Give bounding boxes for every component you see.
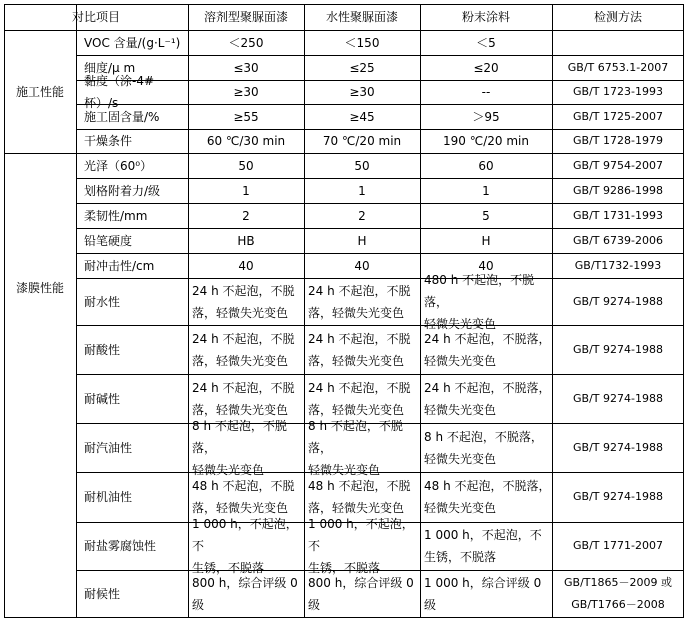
row-powder-text: ≤20 (473, 60, 499, 75)
row-method (552, 55, 684, 80)
row-method-text: GB/T1732-1993 (574, 258, 662, 272)
header-solvent-text: 溶剂型聚脲面漆 (203, 10, 288, 24)
row-water-text: 50 (354, 158, 370, 173)
row-solvent-text: 50 (238, 158, 254, 173)
row-water-line: 落，轻微失光变色 (308, 353, 405, 368)
row-powder-text: 60 (478, 158, 494, 173)
row-method-text: GB/T 6739-2006 (573, 233, 663, 247)
row-solvent (188, 153, 304, 178)
row-item (76, 203, 188, 228)
row-item-text: 耐盐雾腐蚀性 (84, 539, 157, 553)
row-water (304, 253, 420, 278)
row-method-text: GB/T 9274-1988 (573, 294, 663, 308)
row-powder (420, 129, 552, 153)
row-water-text: ≤25 (349, 60, 375, 75)
row-powder (420, 423, 552, 472)
row-item (76, 522, 188, 570)
row-solvent-line: 落，轻微失光变色 (192, 501, 289, 515)
row-solvent-line: 落，轻微失光变色 (192, 402, 289, 417)
row-solvent-line: 轻微失光变色 (192, 462, 265, 477)
row-solvent-line: 24 h 不起泡，不脱 (192, 380, 295, 395)
row-method (552, 153, 684, 178)
row-solvent (188, 253, 304, 278)
row-powder-line: 48 h 不起泡，不脱落， (424, 479, 551, 493)
row-powder (420, 325, 552, 374)
row-solvent (188, 178, 304, 203)
row-water-line: 24 h 不起泡，不脱 (308, 380, 411, 395)
row-water-line: 轻微失光变色 (308, 462, 381, 477)
row-solvent-text: HB (237, 233, 255, 248)
row-item (76, 228, 188, 253)
row-water (304, 228, 420, 253)
row-item-text: 耐冲击性/cm (84, 258, 155, 273)
row-solvent-line: 8 h 不起泡，不脱落， (192, 418, 287, 455)
row-solvent (188, 570, 304, 618)
row-powder (420, 203, 552, 228)
row-item (76, 178, 188, 203)
row-water-text: ＜150 (344, 35, 380, 50)
row-item-text: 施工固含量/% (84, 109, 160, 124)
row-water-line: 落，轻微失光变色 (308, 402, 405, 417)
row-item (76, 570, 188, 618)
row-powder-text: H (481, 233, 491, 248)
row-method-text: GB/T 9274-1988 (573, 490, 663, 503)
row-powder-line: 8 h 不起泡，不脱落， (424, 429, 543, 444)
row-powder-text: 190 ℃/20 min (443, 134, 529, 148)
row-method-text: GB/T 9286-1998 (573, 183, 663, 197)
row-water-line: 落，轻微失光变色 (308, 501, 405, 515)
row-powder (420, 570, 552, 618)
row-water (304, 570, 420, 618)
row-powder-line: 1 000 h，综合评级 0 (424, 576, 542, 590)
row-powder (420, 228, 552, 253)
row-method (552, 228, 684, 253)
row-item (76, 153, 188, 178)
row-powder-line: 轻微失光变色 (424, 451, 497, 466)
row-water (304, 517, 420, 575)
row-method (552, 522, 684, 570)
row-water-line: 8 h 不起泡，不脱落， (308, 418, 403, 455)
row-powder-text: ＜5 (476, 35, 496, 50)
row-water (304, 30, 420, 55)
row-powder (420, 472, 552, 522)
row-water-text: H (357, 233, 367, 248)
row-method-text: GB/T 6753.1-2007 (567, 60, 669, 74)
row-solvent (188, 80, 304, 104)
row-solvent-line: 24 h 不起泡，不脱 (192, 331, 295, 346)
row-water-text: 2 (358, 208, 366, 223)
row-item-text: 耐汽油性 (84, 440, 133, 455)
row-solvent (188, 228, 304, 253)
row-method (552, 374, 684, 423)
row-powder-line: 轻微失光变色 (424, 316, 497, 331)
row-method-text: GB/T 1731-1993 (573, 208, 663, 222)
row-solvent (188, 517, 304, 575)
row-powder-text: -- (481, 85, 491, 99)
row-water-text: ≥30 (349, 85, 375, 99)
row-item-text: 耐候性 (84, 587, 121, 601)
row-powder-line: 24 h 不起泡，不脱落， (424, 380, 551, 395)
row-method (552, 278, 684, 325)
header-powder (420, 4, 552, 30)
row-method-text: GB/T 9274-1988 (573, 342, 663, 356)
row-powder-line: 轻微失光变色 (424, 501, 497, 515)
row-powder-text: ＞95 (472, 109, 500, 124)
row-method (552, 472, 684, 522)
row-solvent (188, 278, 304, 325)
header-water (304, 4, 420, 30)
row-water-line: 24 h 不起泡，不脱 (308, 331, 411, 346)
row-solvent-text: 60 ℃/30 min (206, 134, 286, 148)
header-powder-text: 粉末涂料 (461, 10, 510, 24)
row-powder-line: 24 h 不起泡，不脱落， (424, 331, 551, 346)
row-water-text: 1 (358, 183, 366, 198)
row-method (552, 253, 684, 278)
row-item (76, 74, 188, 110)
row-solvent-line: 24 h 不起泡，不脱 (192, 283, 295, 298)
row-powder (420, 272, 552, 331)
row-solvent-line: 落，轻微失光变色 (192, 353, 289, 368)
row-method-line: GB/T1766－2008 (571, 598, 665, 611)
row-solvent-line: 落，轻微失光变色 (192, 305, 289, 320)
row-solvent-text: ≥55 (233, 109, 259, 124)
row-solvent-text: 2 (242, 208, 250, 223)
row-method (552, 325, 684, 374)
row-water (304, 278, 420, 325)
row-method-text: GB/T 9274-1988 (573, 440, 663, 454)
row-item (76, 278, 188, 325)
group-construction-text: 施工性能 (15, 84, 64, 99)
row-item (76, 423, 188, 472)
row-item-text: 黏度（涂-4#杯）/s (84, 74, 155, 110)
row-powder (420, 55, 552, 80)
row-powder (420, 104, 552, 129)
row-method-text: GB/T 1771-2007 (573, 539, 663, 552)
row-powder-line: 480 h 不起泡，不脱落， (424, 272, 535, 309)
row-powder-text: 1 (482, 183, 490, 198)
row-water (304, 325, 420, 374)
row-item-text: 划格附着力/级 (84, 183, 161, 198)
row-water-line: 级 (308, 598, 321, 612)
row-item (76, 30, 188, 55)
row-item (76, 472, 188, 522)
row-item (76, 325, 188, 374)
row-water-text: 40 (354, 258, 370, 273)
row-item-text: 耐水性 (84, 294, 121, 309)
row-item-text: 干燥条件 (84, 134, 133, 148)
row-water-line: 生锈，不脱落 (308, 561, 381, 575)
row-solvent-text: ≥30 (233, 85, 259, 99)
row-solvent-line: 级 (192, 598, 205, 612)
row-method (552, 129, 684, 153)
row-water (304, 178, 420, 203)
row-solvent-line: 800 h，综合评级 0 (192, 576, 298, 590)
header-water-text: 水性聚脲面漆 (325, 10, 398, 24)
row-item-text: 耐机油性 (84, 490, 133, 504)
row-method (552, 104, 684, 129)
group-film-text: 漆膜性能 (15, 281, 64, 295)
row-water (304, 153, 420, 178)
row-item-text: 耐碱性 (84, 391, 121, 406)
row-powder (420, 30, 552, 55)
header-solvent (188, 4, 304, 30)
row-solvent (188, 418, 304, 477)
group-construction (4, 30, 76, 153)
row-water (304, 203, 420, 228)
row-powder (420, 374, 552, 423)
row-item-text: 细度/μ m (84, 60, 136, 75)
row-water-line: 800 h，综合评级 0 (308, 576, 414, 590)
row-item-text: 铅笔硬度 (84, 233, 133, 248)
row-method (552, 203, 684, 228)
row-water-line: 24 h 不起泡，不脱 (308, 283, 411, 298)
row-powder (420, 80, 552, 104)
header-item (4, 4, 188, 30)
row-method (552, 80, 684, 104)
row-item-text: 柔韧性/mm (84, 208, 148, 223)
row-water-line: 1 000 h，不起泡，不 (308, 517, 414, 553)
row-item (76, 129, 188, 153)
row-solvent-line: 生锈，不脱落 (192, 561, 265, 575)
row-powder-text: 40 (478, 258, 494, 273)
row-water (304, 80, 420, 104)
row-solvent (188, 55, 304, 80)
row-method-text: GB/T 1728-1979 (573, 134, 663, 147)
row-solvent (188, 129, 304, 153)
row-solvent-line: 1 000 h，不起泡，不 (192, 517, 298, 553)
header-item-text: 对比项目 (71, 10, 120, 24)
row-method-text: GB/T 9274-1988 (573, 391, 663, 405)
row-method (552, 423, 684, 472)
row-method-text: GB/T 9754-2007 (573, 158, 663, 172)
row-solvent-text: ≤30 (233, 60, 259, 75)
row-item-text: VOC 含量/(g·L⁻¹) (84, 35, 181, 50)
row-water-line: 48 h 不起泡，不脱 (308, 479, 411, 493)
header-method (552, 4, 684, 30)
row-solvent (188, 104, 304, 129)
row-powder-line: 1 000 h，不起泡，不 (424, 528, 542, 542)
row-solvent-line: 48 h 不起泡，不脱 (192, 479, 295, 493)
row-water-text: 70 ℃/20 min (322, 134, 402, 148)
row-method-text: GB/T 1723-1993 (573, 85, 663, 98)
row-powder-line: 级 (424, 598, 437, 612)
row-water (304, 418, 420, 477)
row-water (304, 129, 420, 153)
row-item-text: 耐酸性 (84, 342, 121, 357)
row-water-text: ≥45 (349, 109, 375, 124)
row-water (304, 104, 420, 129)
row-powder-line: 轻微失光变色 (424, 353, 497, 368)
group-film (4, 153, 76, 423)
row-powder-text: 5 (482, 208, 490, 223)
row-solvent-text: 40 (238, 258, 254, 273)
row-solvent (188, 203, 304, 228)
row-method-text: GB/T 1725-2007 (573, 109, 663, 123)
row-powder (420, 178, 552, 203)
row-powder-line: 轻微失光变色 (424, 402, 497, 417)
header-method-text: 检测方法 (593, 10, 642, 24)
row-solvent-text: 1 (242, 183, 250, 198)
row-powder (420, 153, 552, 178)
row-solvent (188, 325, 304, 374)
row-solvent (188, 30, 304, 55)
row-item-text: 光泽（60⁰） (84, 158, 153, 173)
row-solvent-text: ＜250 (228, 35, 264, 50)
row-item (76, 253, 188, 278)
row-item (76, 374, 188, 423)
row-powder (420, 522, 552, 570)
row-method (552, 570, 684, 618)
row-method-line: GB/T1865－2009 或 (564, 576, 672, 589)
row-item (76, 104, 188, 129)
row-method (552, 178, 684, 203)
row-method (552, 30, 684, 55)
row-water-line: 落，轻微失光变色 (308, 305, 405, 320)
row-powder-line: 生锈，不脱落 (424, 550, 497, 564)
row-water (304, 55, 420, 80)
